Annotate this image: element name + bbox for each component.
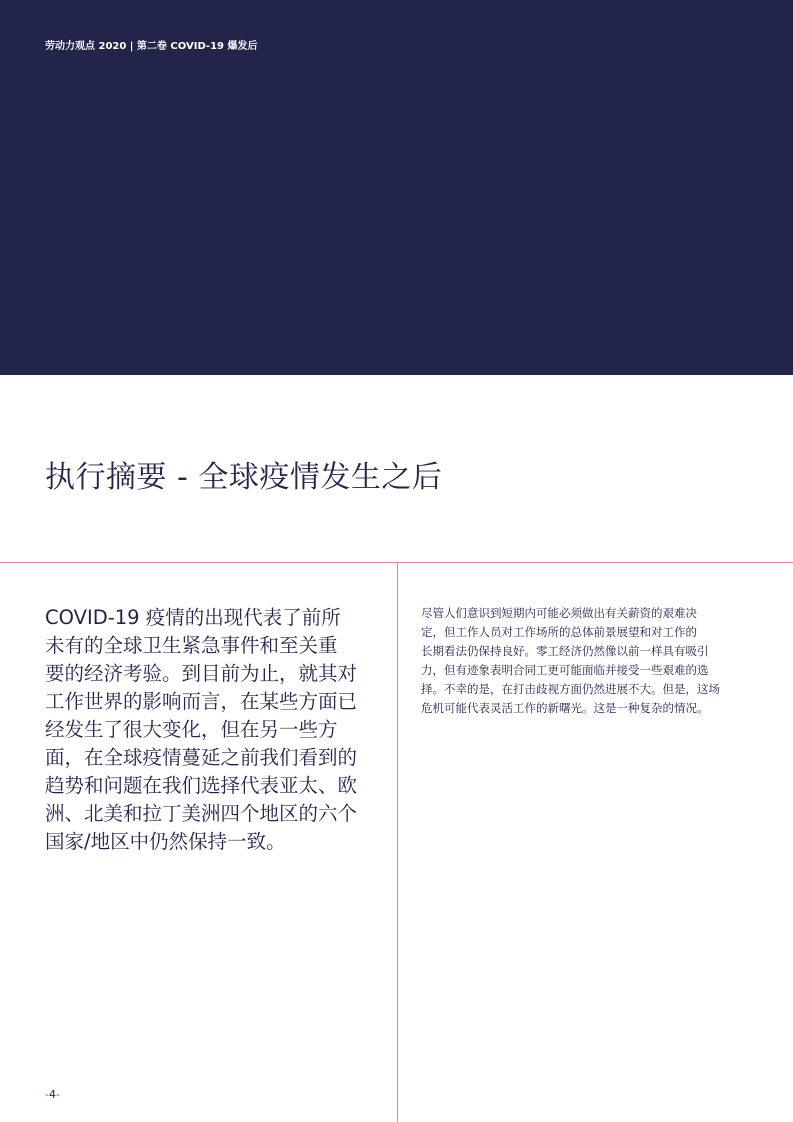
column-divider xyxy=(397,562,398,1122)
intro-line: 国家/地区中仍然保持一致。 xyxy=(45,830,286,853)
intro-line: 未有的全球卫生紧急事件和至关重 xyxy=(45,634,338,657)
page-number-value: 4 xyxy=(48,1088,56,1101)
intro-line: 面，在全球疫情蔓延之前我们看到的 xyxy=(45,746,358,769)
body-line: 定，但工作人员对工作场所的总体前景展望和对工作的 xyxy=(421,625,697,639)
body-line: 力，但有迹象表明合同工更可能面临并接受一些艰难的选 xyxy=(421,663,709,677)
body-line: 长期看法仍保持良好。零工经济仍然像以前一样具有吸引 xyxy=(421,644,709,658)
intro-line: 洲、北美和拉丁美洲四个地区的六个 xyxy=(45,802,358,825)
page-number-dash: - xyxy=(55,1088,60,1101)
intro-line: 经发生了很大变化，但在另一些方 xyxy=(45,718,338,741)
body-line: 危机可能代表灵活工作的新曙光。这是一种复杂的情况。 xyxy=(421,701,709,715)
body-paragraph xyxy=(421,604,751,718)
intro-line: 工作世界的影响而言，在某些方面已 xyxy=(45,690,358,713)
intro-paragraph xyxy=(45,604,385,856)
page-title: 执行摘要 - 全球疫情发生之后 xyxy=(45,460,443,495)
running-head: 劳动力观点 2020 | 第二卷 COVID-19 爆发后 xyxy=(45,41,258,52)
header-band xyxy=(0,0,793,375)
body-line: 择。不幸的是，在打击歧视方面仍然进展不大。但是，这场 xyxy=(421,682,720,696)
intro-line: COVID-19 疫情的出现代表了前所 xyxy=(45,606,341,629)
body-line: 尽管人们意识到短期内可能必须做出有关薪资的艰难决 xyxy=(421,606,697,620)
page-number-dash: - xyxy=(45,1088,49,1101)
intro-line: 趋势和问题在我们选择代表亚太、欧 xyxy=(45,774,358,797)
intro-line: 要的经济考验。到目前为止，就其对 xyxy=(45,662,358,685)
page-number xyxy=(45,1088,60,1101)
